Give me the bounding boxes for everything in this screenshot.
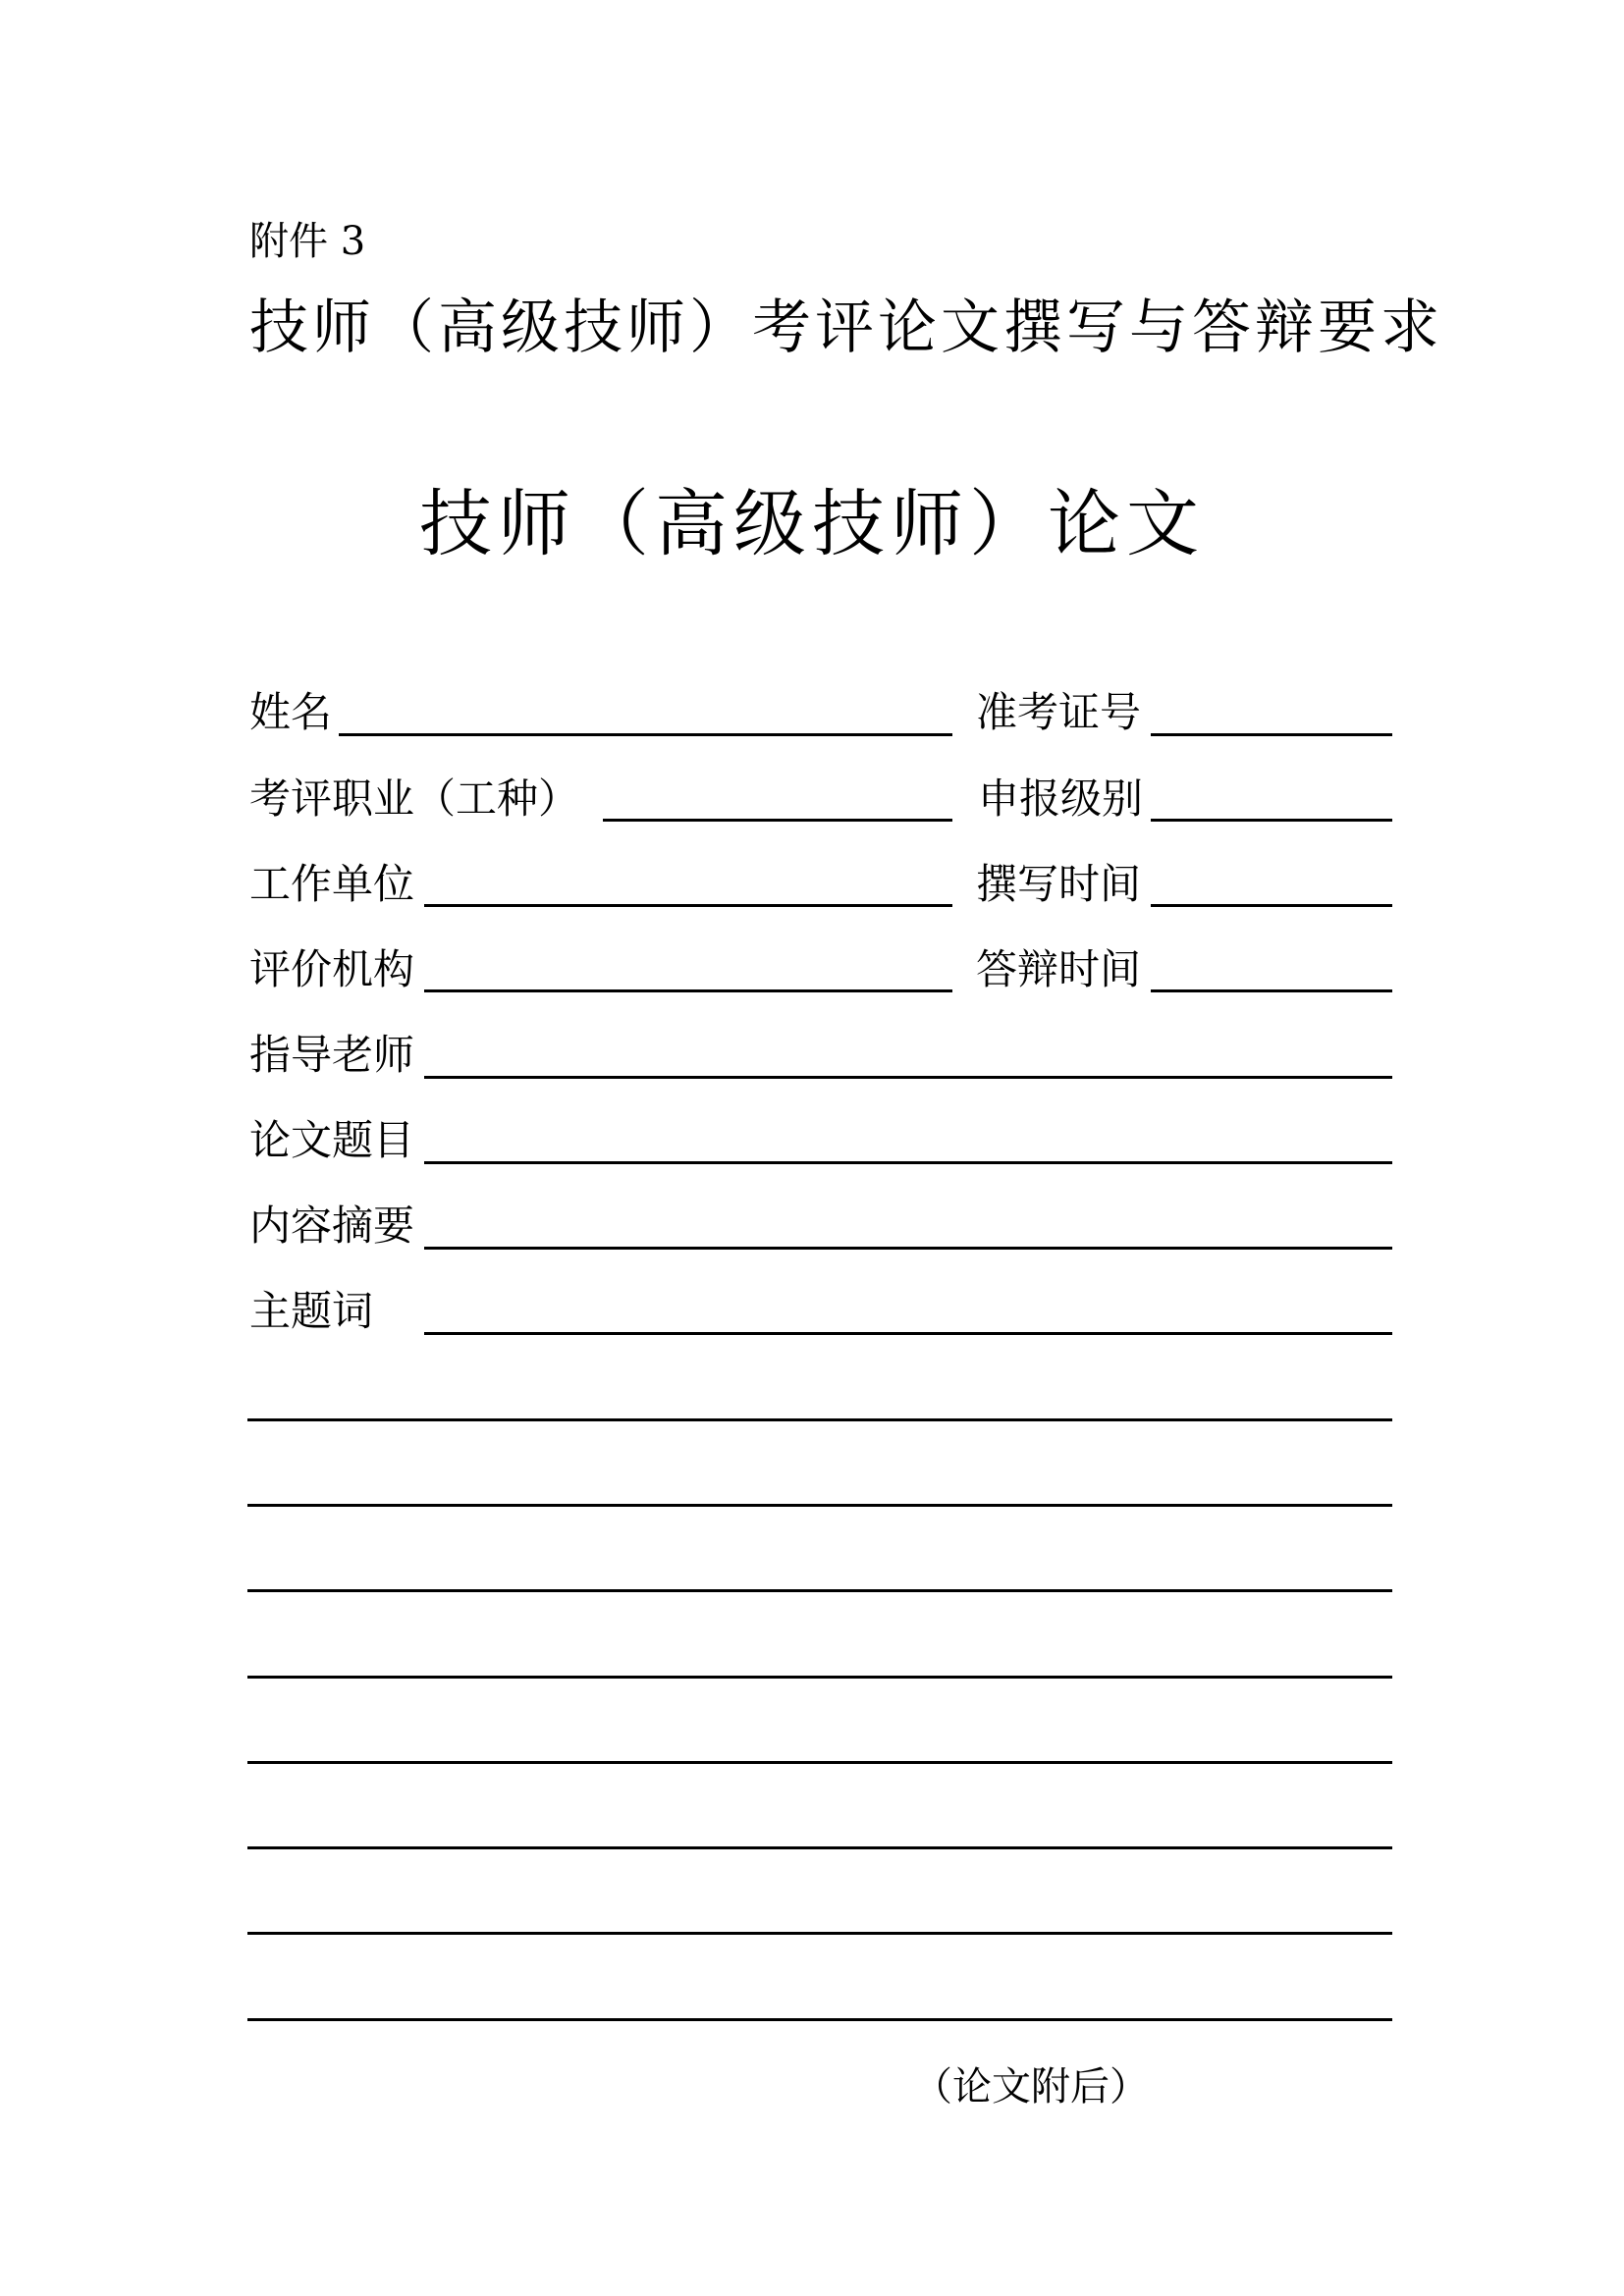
exam-number-label: 准考证号 [976,688,1142,736]
blank-writing-line[interactable] [247,1761,1392,1764]
occupation-field-line[interactable] [603,819,952,822]
advisor-field-line[interactable] [424,1076,1392,1079]
exam-number-field-line[interactable] [1151,733,1392,736]
document-title: 技师（高级技师）论文 [419,482,1205,566]
name-label: 姓名 [249,688,333,736]
blank-writing-line[interactable] [247,1932,1392,1935]
blank-writing-line[interactable] [247,2018,1392,2021]
writing-time-field-line[interactable] [1151,904,1392,907]
level-field-line[interactable] [1151,819,1392,822]
blank-writing-line[interactable] [247,1846,1392,1849]
institution-label: 评价机构 [249,945,415,993]
employer-field-line[interactable] [424,904,952,907]
writing-time-label: 撰写时间 [976,860,1142,908]
defense-time-label: 答辩时间 [976,945,1142,993]
occupation-label: 考评职业（工种） [249,774,580,823]
institution-field-line[interactable] [424,989,952,992]
attachment-label: 附件 3 [249,219,366,264]
advisor-label: 指导老师 [249,1031,415,1079]
employer-label: 工作单位 [249,860,415,908]
defense-time-field-line[interactable] [1151,989,1392,992]
keywords-field-line[interactable] [424,1332,1392,1335]
level-label: 申报级别 [978,774,1144,823]
blank-writing-line[interactable] [247,1589,1392,1592]
name-field-line[interactable] [339,733,952,736]
blank-writing-line[interactable] [247,1504,1392,1507]
abstract-label: 内容摘要 [249,1201,415,1250]
blank-writing-line[interactable] [247,1676,1392,1679]
thesis-title-field-line[interactable] [424,1161,1392,1164]
blank-writing-line[interactable] [247,1418,1392,1421]
keywords-label: 主题词 [249,1287,374,1335]
thesis-title-label: 论文题目 [249,1116,415,1164]
footer-note: （论文附后） [913,2064,1149,2109]
main-title: 技师（高级技师）考评论文撰写与答辩要求 [249,294,1443,362]
abstract-field-line[interactable] [424,1247,1392,1250]
